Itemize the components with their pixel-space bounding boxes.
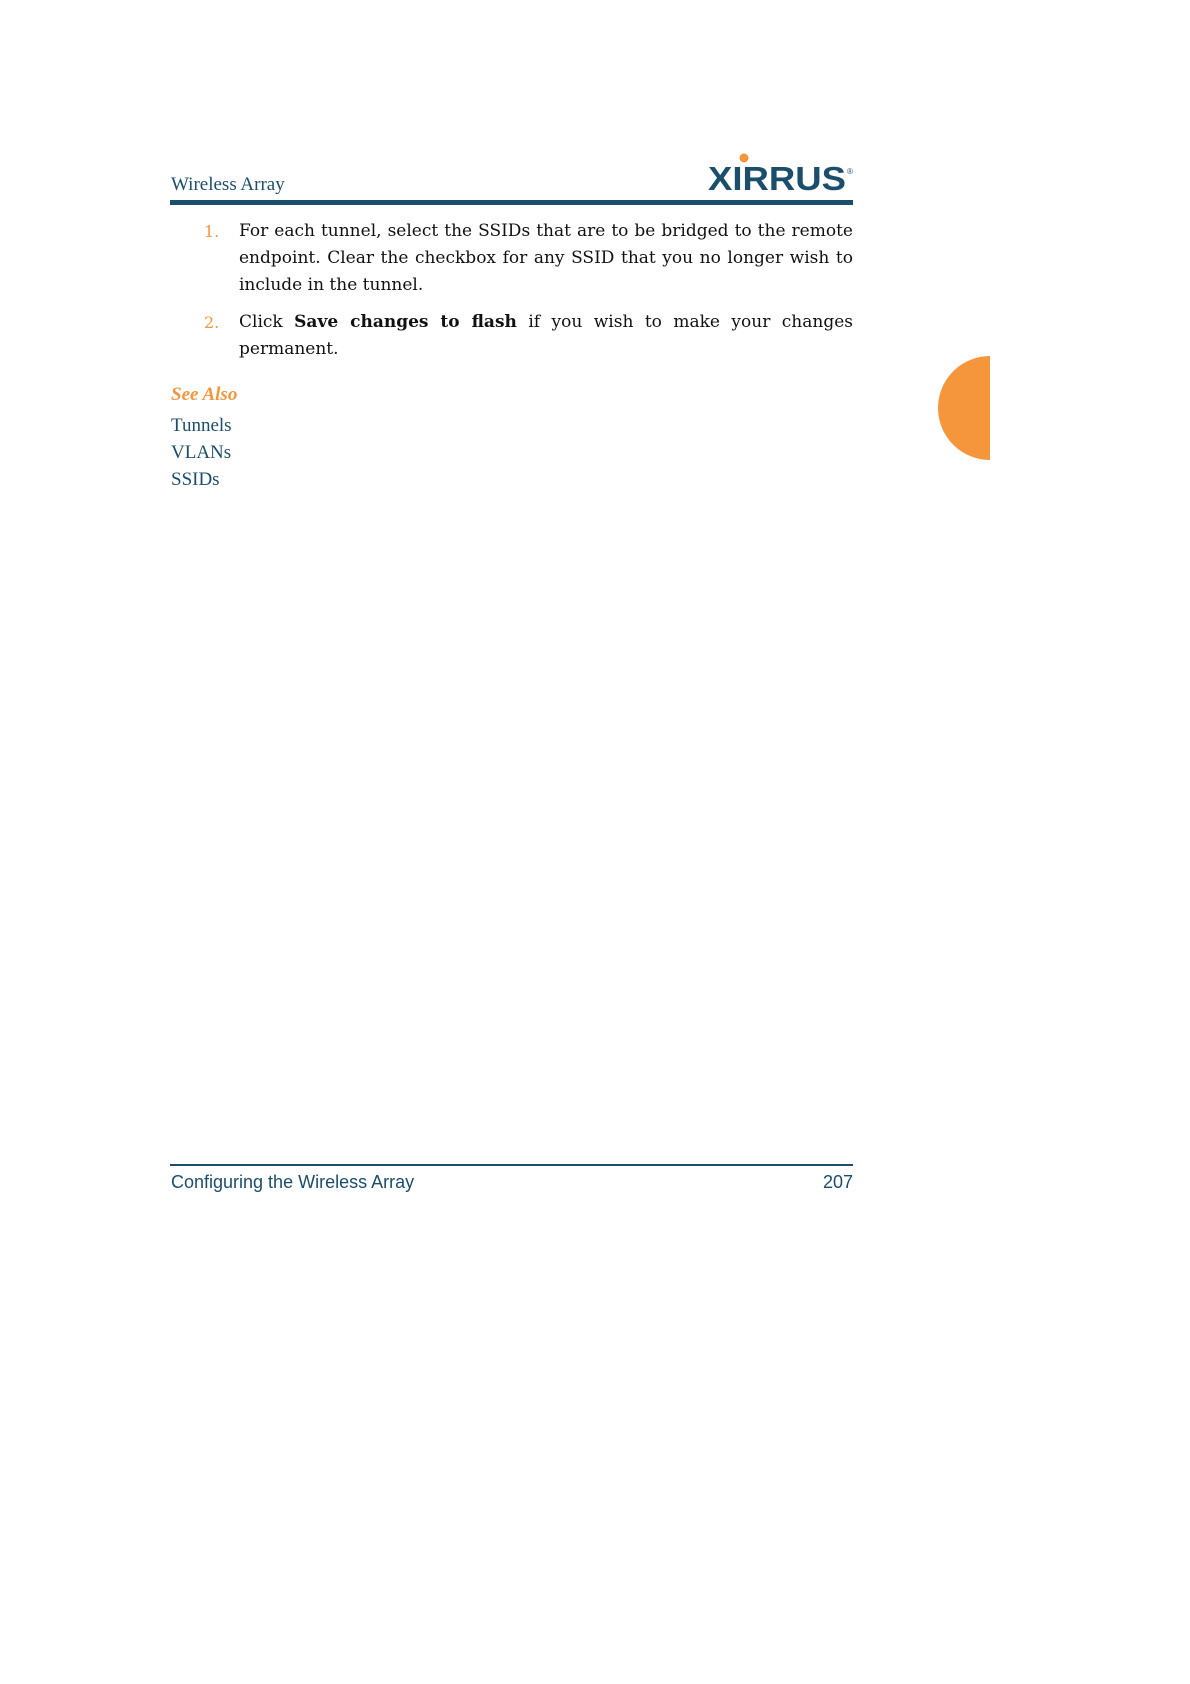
chapter-tab-marker [938,356,990,460]
step-text: Click Save changes to flash if you wish to make your changes permanent. [239,312,854,359]
link-ssids[interactable]: SSIDs [171,469,220,490]
header-rule [170,200,853,205]
save-changes-to-flash-label: Save changes to flash [294,312,517,332]
footer-title: Configuring the Wireless Array [171,1172,415,1192]
see-also-heading: See Also [171,384,238,405]
page-number: 207 [822,1172,853,1192]
step-item [204,309,853,363]
footer-rule [170,1164,853,1166]
xirrus-logo [708,152,852,196]
svg-text:®: ® [847,167,853,176]
step-number: 1. [204,222,220,241]
step-item [204,218,853,299]
link-tunnels[interactable]: Tunnels [171,415,232,436]
link-vlans[interactable]: VLANs [171,442,232,463]
running-header-title: Wireless Array [171,174,285,195]
svg-text:XIRRUS: XIRRUS [708,160,846,197]
step-list [204,218,853,373]
step-text: For each tunnel, select the SSIDs that are to be bridged to the remote endpoint. Clear the checkbox for any SSID that you no longer wish to include in the tunnel. [239,221,853,295]
see-also-links [171,412,232,493]
step-number: 2. [204,313,220,332]
